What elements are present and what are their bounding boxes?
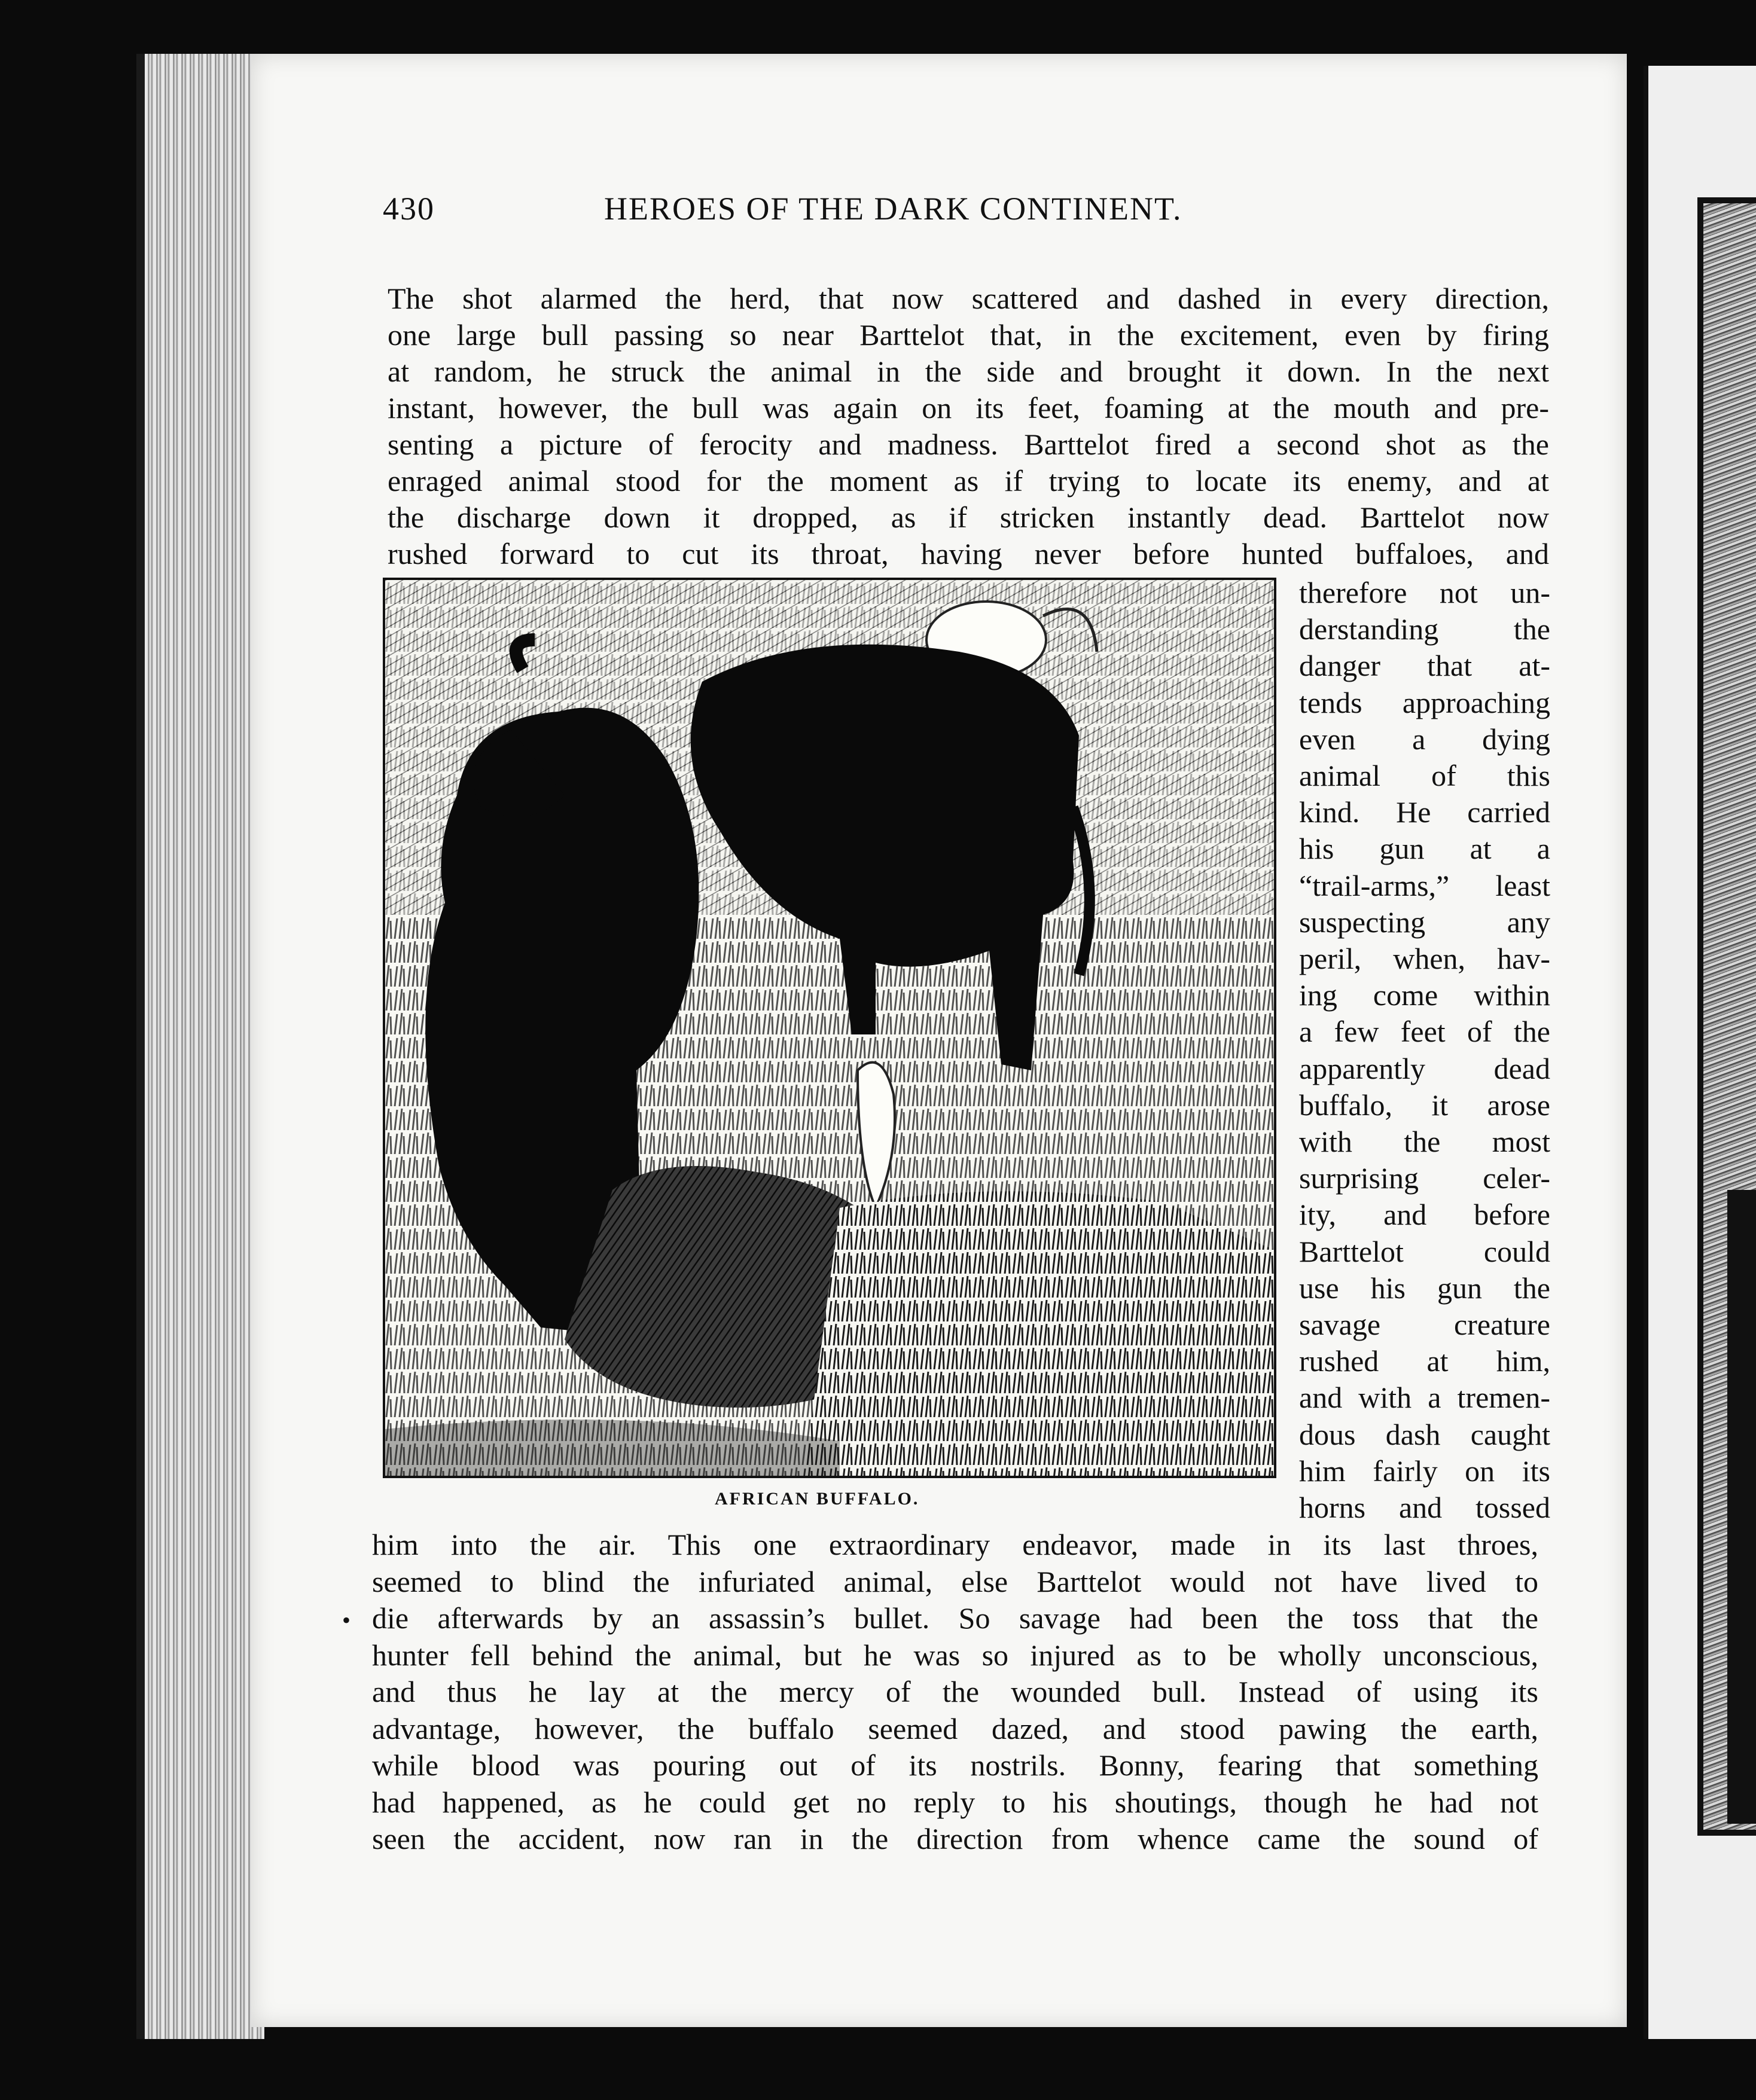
text-line: the discharge down it dropped, as if stricken instantly dead. Barttelot now <box>388 500 1549 534</box>
text-line: suspecting any <box>1299 905 1550 939</box>
adjacent-page-illustration <box>1697 197 1756 1836</box>
text-line: derstanding the <box>1299 612 1550 646</box>
text-line: animal of this <box>1299 759 1550 792</box>
margin-mark: • <box>342 1607 351 1634</box>
text-line: horns and tossed <box>1299 1491 1550 1524</box>
text-line: and with a tremen- <box>1299 1381 1550 1415</box>
text-line: him into the air. This one extraordinary endeavor, made in its last throes, <box>372 1528 1538 1561</box>
text-line: therefore not un- <box>1299 576 1550 609</box>
text-line: advantage, however, the buffalo seemed dazed, and stood pawing the earth, <box>372 1711 1538 1745</box>
text-line: even a dying <box>1299 722 1550 756</box>
text-line: Barttelot could <box>1299 1234 1550 1268</box>
text-line: rushed forward to cut its throat, having never before hunted buffaloes, and <box>388 537 1549 570</box>
text-line: while blood was pouring out of its nostrils. Bonny, fearing that something <box>372 1748 1538 1782</box>
text-line: at random, he struck the animal in the side and brought it down. In the next <box>388 355 1549 388</box>
running-title: HEROES OF THE DARK CONTINENT. <box>604 191 1182 227</box>
text-line: one large bull passing so near Barttelot that, in the excitement, even by firing <box>388 318 1549 352</box>
text-line: had happened, as he could get no reply to his shoutings, though he had not <box>372 1785 1538 1819</box>
text-line: savage creature <box>1299 1308 1550 1341</box>
text-line: a few feet of the <box>1299 1015 1550 1049</box>
text-line: with the most <box>1299 1125 1550 1158</box>
text-line: The shot alarmed the herd, that now scattered and dashed in every direction, <box>388 282 1549 315</box>
text-line: apparently dead <box>1299 1051 1550 1085</box>
text-line: him fairly on its <box>1299 1454 1550 1488</box>
page-number: 430 <box>383 191 435 227</box>
text-line: dous dash caught <box>1299 1417 1550 1451</box>
text-line: ity, and before <box>1299 1198 1550 1232</box>
running-header <box>383 190 1537 232</box>
text-line: enraged animal stood for the moment as if trying to locate its enemy, and at <box>388 464 1549 497</box>
text-line: danger that at- <box>1299 649 1550 683</box>
book-page-edges <box>136 54 264 2039</box>
text-line: kind. He carried <box>1299 795 1550 829</box>
illustration-caption: AFRICAN BUFFALO. <box>715 1489 920 1509</box>
text-line: tends approaching <box>1299 685 1550 719</box>
text-line: use his gun the <box>1299 1271 1550 1305</box>
text-line: “trail-arms,” least <box>1299 868 1550 902</box>
text-line: rushed at him, <box>1299 1344 1550 1378</box>
buffalo-engraving <box>385 580 1274 1476</box>
illustration-african-buffalo <box>383 578 1276 1478</box>
text-line: die afterwards by an assassin’s bullet. So savage had been the toss that the <box>372 1601 1538 1635</box>
text-line: hunter fell behind the animal, but he was so injured as to be wholly unconscious, <box>372 1638 1538 1672</box>
text-line: seen the accident, now ran in the direction from whence came the sound of <box>372 1822 1538 1855</box>
text-line: instant, however, the bull was again on its feet, foaming at the mouth and pre- <box>388 391 1549 425</box>
text-line: surprising celer- <box>1299 1161 1550 1195</box>
text-line: ing come within <box>1299 978 1550 1012</box>
text-line: and thus he lay at the mercy of the wounded bull. Instead of using its <box>372 1675 1538 1708</box>
text-line: senting a picture of ferocity and madness. Barttelot fired a second shot as the <box>388 428 1549 461</box>
text-line: peril, when, hav- <box>1299 942 1550 975</box>
text-line: seemed to blind the infuriated animal, else Barttelot would not have lived to <box>372 1564 1538 1598</box>
text-line: his gun at a <box>1299 832 1550 866</box>
text-line: buffalo, it arose <box>1299 1088 1550 1122</box>
